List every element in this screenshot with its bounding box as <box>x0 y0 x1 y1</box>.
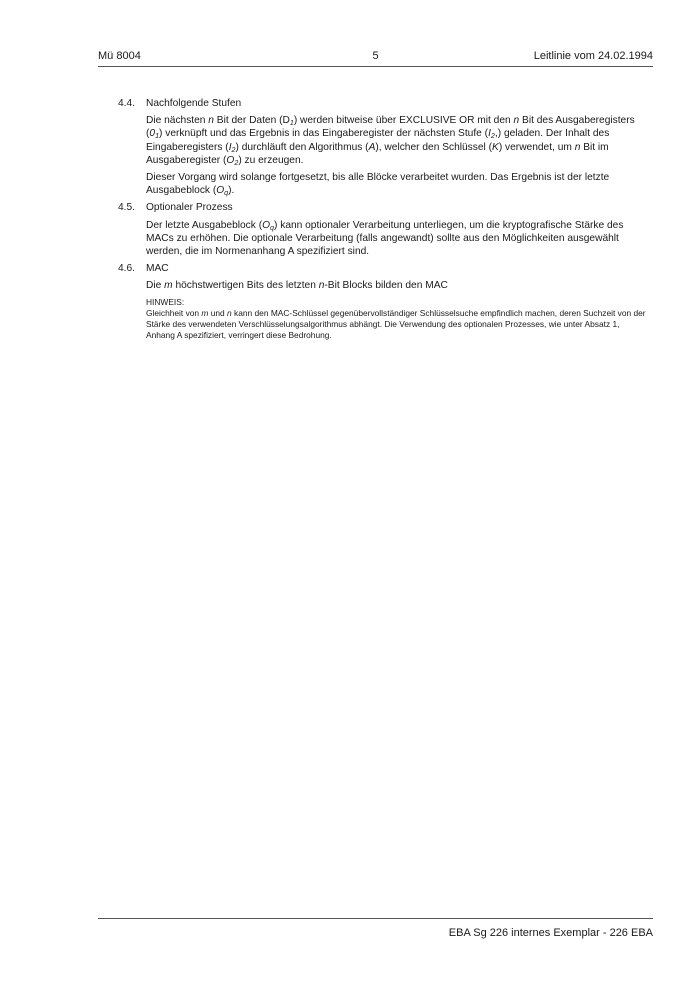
section-title: MAC <box>146 263 169 275</box>
section-title: Nachfolgende Stufen <box>146 98 242 109</box>
header-page-number: 5 <box>372 50 379 62</box>
section-title: Optionaler Prozess <box>146 202 233 214</box>
paragraph: Die m höchstwertigen Bits des letzten n-Bit Blocks bilden den MAC <box>146 280 448 292</box>
paragraph: Der letzte Ausgabeblock $(O_q)$ kann optionaler Verarbeitung unterliegen, um die kryptografische Stärke des MACs zu erhöhen. Die optionale Verarbeitung (falls angewandt) sollte aus den Möglichkeiten ausgewählt werden, die im Normenanhang A spezifiziert sind. <box>146 219 624 258</box>
header-guideline-date: Leitlinie vom 24.02.1994 <box>533 50 653 62</box>
section-heading-4-5 <box>118 201 650 214</box>
note-text: Gleichheit von m und n kann den MAC-Schlüssel gegenübervollständiger Schlüsselsuche empfindlich machen, deren Suchzeit von der Stärke des verwendeten Verschlüsselungsalgorithmus abhängt. Die Verwendung des optionalen Prozesses, wie unter Absatz 1, Anhang A spezifiziert, verringert diese Bedrohung. <box>146 307 646 340</box>
section-number: 4.5. <box>118 202 135 214</box>
page-footer <box>98 918 653 939</box>
paragraph: Dieser Vorgang wird solange fortgesetzt, bis alle Blöcke verarbeitet wurden. Das Ergebnis ist der letzte Ausgabeblock $(O_q)$. <box>146 172 610 198</box>
paragraph: Die nächsten n Bit der Daten $(D_1)$ werden bitweise über EXCLUSIVE OR mit den n Bit des Ausgaberegisters $(0_1)$ verknüpft und das Ergebnis in das Eingaberegister der nächsten Stufe $(I_2,)$ geladen. Der Inhalt des Eingaberegisters $(I_2)$ durchläuft den Algorithmus (A), welcher den Schlüssel (K) verwendet, um n Bit im Ausgaberegister $(O_2)$ zu erzeugen. <box>146 115 635 167</box>
note-label: HINWEIS: <box>146 296 185 307</box>
section-number: 4.6. <box>118 263 135 275</box>
footer-text: EBA Sg 226 internes Exemplar - 226 EBA <box>448 927 653 939</box>
header-document-number: Mü 8004 <box>98 50 141 62</box>
document-body <box>118 97 650 341</box>
section-number: 4.4. <box>118 98 135 109</box>
page-header <box>98 48 653 67</box>
note-block <box>118 297 650 341</box>
section-heading-4-6 <box>118 262 650 275</box>
section-heading-4-4 <box>118 97 650 110</box>
